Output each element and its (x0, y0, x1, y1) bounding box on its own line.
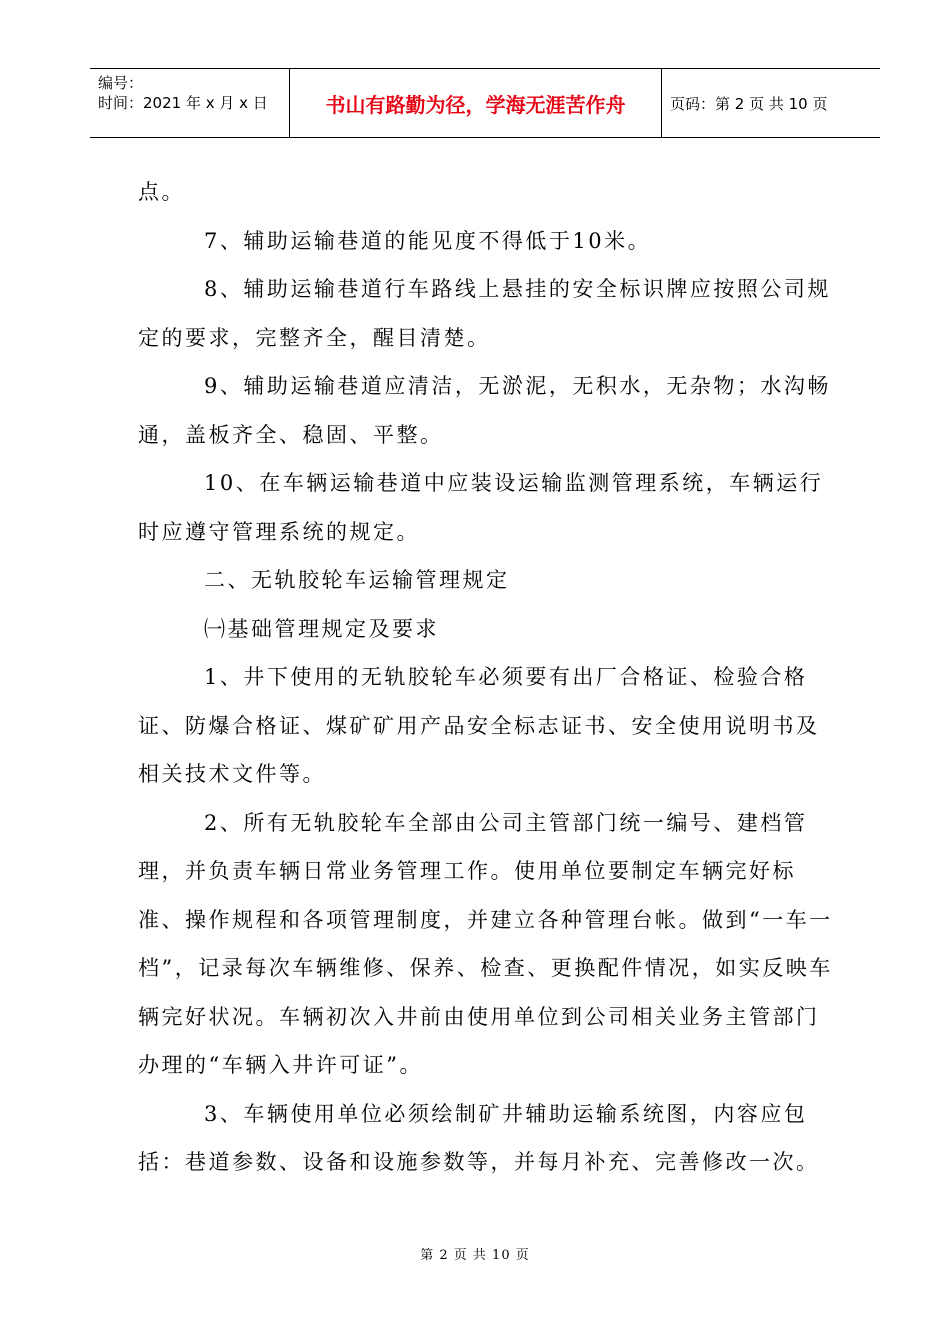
header-meta (90, 69, 290, 137)
section-heading: 二、无轨胶轮车运输管理规定 (204, 568, 510, 592)
page-header (90, 68, 880, 138)
paragraph: 点。 (138, 180, 185, 204)
paragraph: 9、辅助运输巷道应清洁，无淤泥，无积水，无杂物；水沟畅通，盖板齐全、稳固、平整。 (138, 374, 831, 447)
page-footer: 第 2 页 共 10 页 (420, 1248, 530, 1263)
paragraph: 8、辅助运输巷道行车路线上悬挂的安全标识牌应按照公司规定的要求，完整齐全，醒目清楚。 (138, 277, 831, 350)
paragraph: 1、井下使用的无轨胶轮车必须要有出厂合格证、检验合格证、防爆合格证、煤矿矿用产品安全标志证书、安全使用说明书及相关技术文件等。 (138, 665, 820, 786)
paragraph: 2、所有无轨胶轮车全部由公司主管部门统一编号、建档管理，并负责车辆日常业务管理工作。使用单位要制定车辆完好标准、操作规程和各项管理制度，并建立各种管理台帐。做到“一车一档”，记录每次车辆维修、保养、检查、更换配件情况，如实反映车辆完好状况。车辆初次入井前由使用单位到公司相关业务主管部门办理的“车辆入井许可证”。 (138, 810, 833, 1077)
subsection-heading: ㈠基础管理规定及要求 (204, 616, 439, 641)
paragraph: 3、车辆使用单位必须绘制矿井辅助运输系统图，内容应包括：巷道参数、设备和设施参数等，并每月补充、完善修改一次。 (138, 1101, 820, 1174)
paragraph: 7、辅助运输巷道的能见度不得低于10米。 (204, 228, 652, 253)
document-number-label: 编号： (98, 74, 144, 92)
paragraph: 10、在车辆运输巷道中应装设运输监测管理系统，车辆运行时应遵守管理系统的规定。 (138, 471, 824, 544)
header-motto: 书山有路勤为径，学海无涯苦作舟 (290, 69, 662, 137)
document-date: 时间：2021 年 x 月 x 日 (98, 94, 268, 112)
document-body (138, 168, 838, 1187)
header-page-info: 页码：第 2 页 共 10 页 (670, 94, 828, 113)
